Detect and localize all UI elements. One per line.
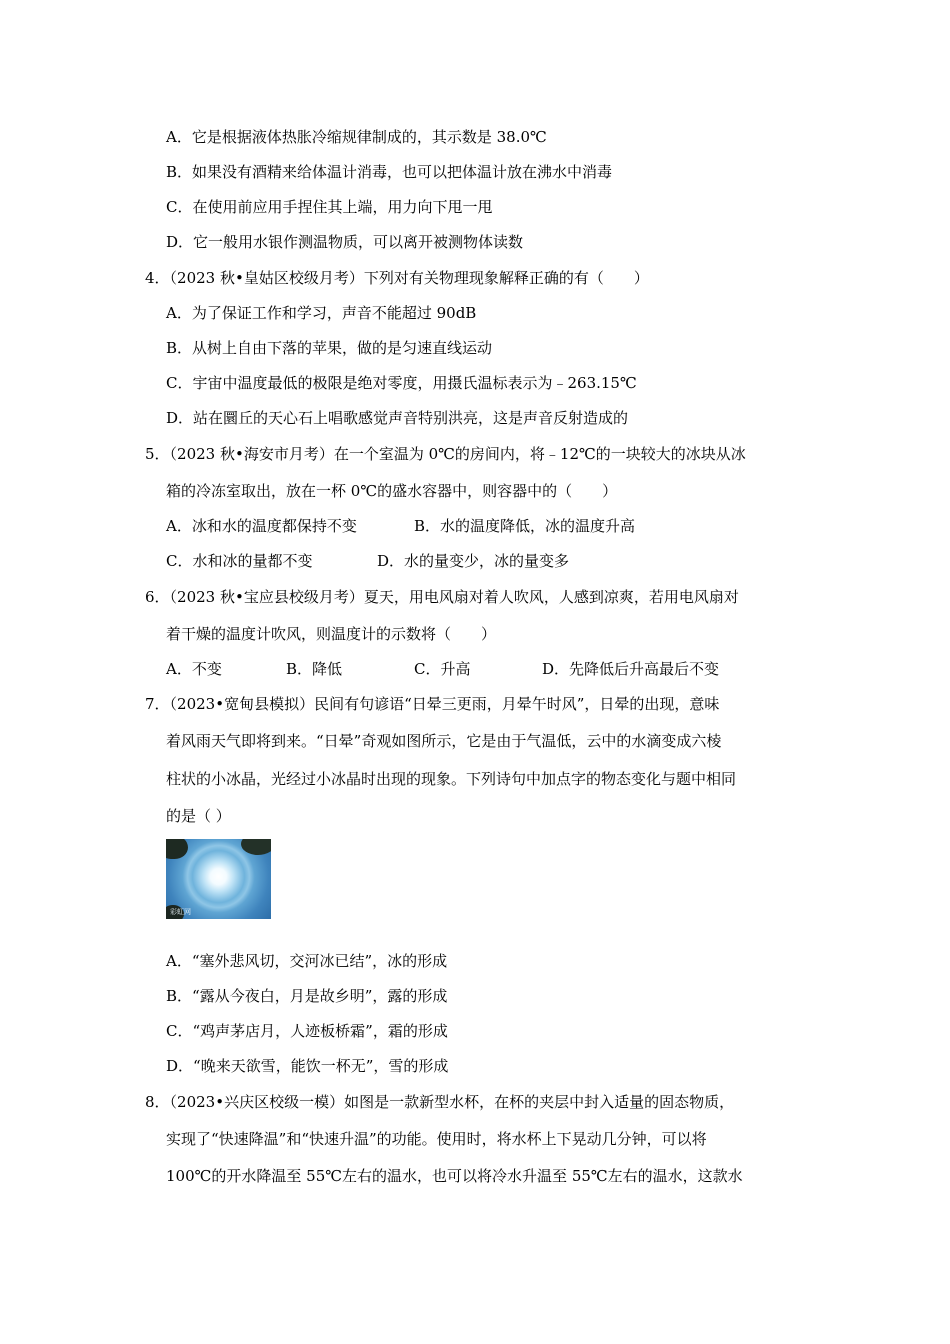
q8-stem-line3: 100℃的开水降温至 55℃左右的温水，也可以将冷水升温至 55℃左右的温水，这款水 (166, 1167, 743, 1185)
sun-halo-image (166, 839, 271, 919)
q5-option-c: C．水和冰的量都不变 (166, 552, 313, 570)
q7-option-d: D．“晚来天欲雪，能饮一杯无”，雪的形成 (166, 1057, 449, 1075)
q5-option-a: A．冰和水的温度都保持不变 (166, 517, 357, 535)
q4-stem: 4．（2023 秋•皇姑区校级月考）下列对有关物理现象解释正确的有（ ） (145, 269, 649, 287)
image-watermark: 彩虹网 (170, 908, 191, 916)
q4-option-a: A．为了保证工作和学习，声音不能超过 90dB (166, 304, 477, 322)
q6-option-a: A．不变 (166, 660, 222, 678)
q3-option-d: D．它一般用水银作测温物质，可以离开被测物体读数 (166, 233, 524, 251)
q7-stem-line3: 柱状的小冰晶，光经过小冰晶时出现的现象。下列诗句中加点字的物态变化与题中相同 (166, 770, 737, 788)
q6-option-d: D．先降低后升高最后不变 (542, 660, 720, 678)
q7-option-b: B．“露从今夜白，月是故乡明”，露的形成 (166, 987, 448, 1005)
tree-silhouette (241, 839, 271, 855)
q3-option-c: C．在使用前应用手捏住其上端，用力向下甩一甩 (166, 198, 493, 216)
q6-option-c: C．升高 (414, 660, 471, 678)
q7-option-a: A．“塞外悲风切，交河冰已结”，冰的形成 (166, 952, 448, 970)
q6-stem-line1: 6．（2023 秋•宝应县校级月考）夏天，用电风扇对着人吹风，人感到凉爽，若用电风扇对 (145, 588, 739, 606)
q5-option-d: D．水的量变少，冰的量变多 (377, 552, 570, 570)
q4-option-c: C．宇宙中温度最低的极限是绝对零度，用摄氏温标表示为﹣263.15℃ (166, 374, 637, 392)
q3-option-a: A．它是根据液体热胀冷缩规律制成的，其示数是 38.0℃ (166, 128, 547, 146)
q7-stem-line4: 的是（ ） (166, 807, 231, 825)
q3-option-b: B．如果没有酒精来给体温计消毒，也可以把体温计放在沸水中消毒 (166, 163, 613, 181)
q6-stem-line2: 着干燥的温度计吹风，则温度计的示数将（ ） (166, 625, 497, 643)
q5-stem-line1: 5．（2023 秋•海安市月考）在一个室温为 0℃的房间内，将﹣12℃的一块较大的冰块从冰 (145, 445, 746, 463)
tree-silhouette (166, 839, 188, 859)
q8-stem-line1: 8．（2023•兴庆区校级一模）如图是一款新型水杯，在杯的夹层中封入适量的固态物质， (145, 1093, 735, 1111)
q7-stem-line1: 7．（2023•宽甸县模拟）民间有句谚语“日晕三更雨，月晕午时风”，日晕的出现，意味 (145, 695, 720, 713)
q5-option-b: B．水的温度降低，冰的温度升高 (414, 517, 636, 535)
q4-option-b: B．从树上自由下落的苹果，做的是匀速直线运动 (166, 339, 493, 357)
q7-option-c: C．“鸡声茅店月，人迹板桥霜”，霜的形成 (166, 1022, 448, 1040)
q6-option-b: B．降低 (286, 660, 343, 678)
q4-option-d: D．站在圜丘的天心石上唱歌感觉声音特别洪亮，这是声音反射造成的 (166, 409, 629, 427)
q7-stem-line2: 着风雨天气即将到来。“日晕”奇观如图所示，它是由于气温低，云中的水滴变成六棱 (166, 732, 722, 750)
q5-stem-line2: 箱的冷冻室取出，放在一杯 0℃的盛水容器中，则容器中的（ ） (166, 482, 618, 500)
q8-stem-line2: 实现了“快速降温”和“快速升温”的功能。使用时，将水杯上下晃动几分钟，可以将 (166, 1130, 707, 1148)
